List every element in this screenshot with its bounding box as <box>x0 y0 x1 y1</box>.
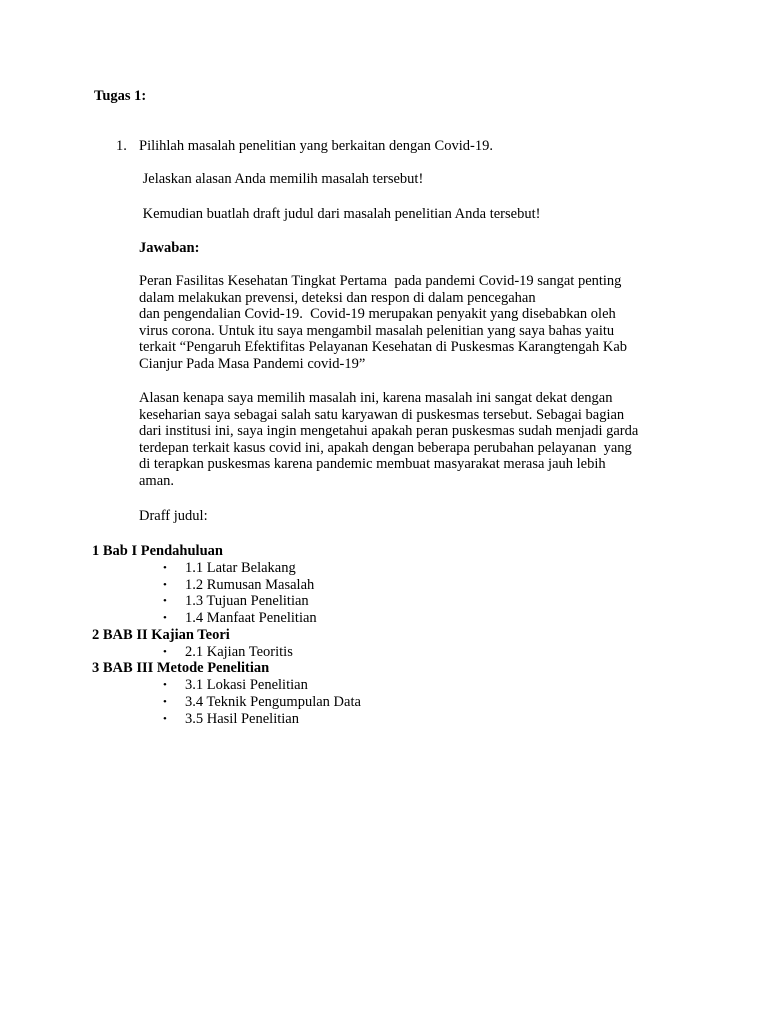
question-line-3 <box>139 206 699 223</box>
paragraph-line: Peran Fasilitas Kesehatan Tingkat Pertama pada pandemi Covid-19 sangat penting <box>139 273 622 289</box>
paragraph-line: aman. <box>139 472 175 489</box>
outline-item: • 2.1 Kajian Teoritis <box>163 644 293 660</box>
paragraph-line: dalam melakukan prevensi, deteksi dan respon di dalam pencegahan <box>139 289 536 306</box>
paragraph-line: virus corona. Untuk itu saya mengambil masalah pelenitian yang saya bahas yaitu <box>139 322 615 339</box>
paragraph-line: keseharian saya sebagai salah satu karyawan di puskesmas tersebut. Sebagai bagian <box>139 406 625 423</box>
outline-item: • 3.4 Teknik Pengumpulan Data <box>163 694 361 710</box>
answer-label: Jawaban: <box>139 240 200 256</box>
paragraph-line: dari institusi ini, saya ingin mengetahui apakah peran puskesmas sudah menjadi garda <box>139 423 639 439</box>
document-heading: Tugas 1: <box>94 88 147 104</box>
question-text: Kemudian buatlah draft judul dari masalah penelitian Anda tersebut! <box>139 206 541 222</box>
bullet-icon: • <box>163 713 167 725</box>
outline-item: • 1.3 Tujuan Penelitian <box>163 593 309 609</box>
paragraph-line: terkait “Pengaruh Efektifitas Pelayanan Kesehatan di Puskesmas Karangtengah Kab <box>139 339 628 355</box>
outline-chapter-1: 1 Bab I Pendahuluan <box>92 543 223 559</box>
list-item-number: 1. <box>116 138 127 154</box>
answer-paragraph-1 <box>139 273 699 372</box>
bullet-icon: • <box>163 679 167 691</box>
outline-item: • 3.1 Lokasi Penelitian <box>163 677 308 693</box>
bullet-icon: • <box>163 696 167 708</box>
outline-chapter-3: 3 BAB III Metode Penelitian <box>92 660 270 676</box>
paragraph-line: terdepan terkait kasus covid ini, apakah dengan beberapa perubahan pelayanan yang <box>139 439 632 456</box>
outline-item: • 1.4 Manfaat Penelitian <box>163 610 317 626</box>
bullet-icon: • <box>163 562 167 574</box>
outline-item: • 1.2 Rumusan Masalah <box>163 577 315 593</box>
paragraph-line: Alasan kenapa saya memilih masalah ini, karena masalah ini sangat dekat dengan <box>139 390 613 406</box>
question-text: Pilihlah masalah penelitian yang berkaitan dengan Covid-19. <box>139 138 493 154</box>
draft-label: Draff judul: <box>139 508 208 524</box>
paragraph-line: di terapkan puskesmas karena pandemic membuat masyarakat merasa jauh lebih <box>139 456 606 472</box>
bullet-icon: • <box>163 595 167 607</box>
answer-paragraph-2 <box>139 390 699 489</box>
question-line-2 <box>139 171 699 188</box>
paragraph-line: Cianjur Pada Masa Pandemi covid-19” <box>139 355 366 372</box>
outline-item: • 1.1 Latar Belakang <box>163 560 296 576</box>
question-line-1 <box>139 138 699 155</box>
question-text: Jelaskan alasan Anda memilih masalah tersebut! <box>139 171 424 187</box>
bullet-icon: • <box>163 579 167 591</box>
bullet-icon: • <box>163 646 167 658</box>
paragraph-line: dan pengendalian Covid-19. Covid-19 merupakan penyakit yang disebabkan oleh <box>139 306 616 322</box>
outline-chapter-2: 2 BAB II Kajian Teori <box>92 627 230 643</box>
outline-item: • 3.5 Hasil Penelitian <box>163 711 299 727</box>
bullet-icon: • <box>163 612 167 624</box>
